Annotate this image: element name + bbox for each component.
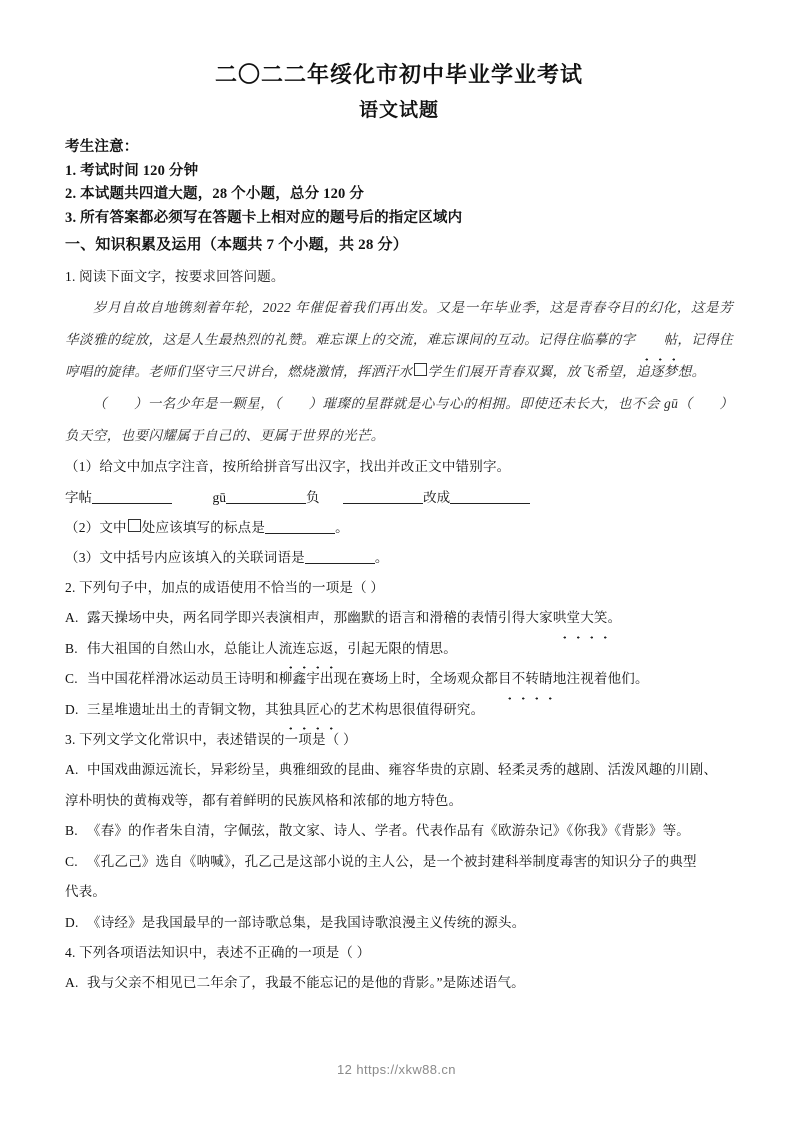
question-1-sub-2 xyxy=(65,513,733,543)
punctuation-box-reference-icon xyxy=(128,519,141,532)
answer-blank-punctuation[interactable] xyxy=(265,519,335,534)
question-3-option-a-continued: 淳朴明快的黄梅戏等，都有着鲜明的民族风格和浓郁的地方特色。 xyxy=(65,792,463,808)
passage-text-f: 负天空，也要闪耀属于自己的、更属于世界的光芒。 xyxy=(65,428,385,443)
question-1-passage-paragraph-1 xyxy=(65,292,733,388)
question-3-option-d[interactable] xyxy=(65,908,733,939)
blank-label-zitie: 字帖 xyxy=(65,490,92,505)
question-3-stem: 3. 下列文学文化常识中，表述错误的一项是（ ） xyxy=(65,732,357,747)
blank-label-gaicheng: 改成 xyxy=(423,490,451,505)
connective-blank-1: （ ） xyxy=(93,396,148,411)
question-2-option-d[interactable] xyxy=(65,695,733,726)
question-2-option-a[interactable] xyxy=(65,603,733,634)
notice-item-2: 2. 本试题共四道大题，28 个小题，总分 120 分 xyxy=(65,186,365,202)
passage-text-d: 一名少年是一颗星， xyxy=(147,396,275,411)
option-text-pre: 伟大祖国的自然山水，总能让人 xyxy=(87,640,279,656)
option-letter: B. xyxy=(65,823,78,838)
option-text-post: 地注视着他们。 xyxy=(552,671,649,686)
notice-item-3: 3. 所有答案都必须写在答题卡上相对应的题号后的指定区域内 xyxy=(65,209,463,226)
answer-blank-connective[interactable] xyxy=(305,549,375,564)
blank-label-gu: gū xyxy=(212,490,226,505)
answer-blank-pinyin-zitie[interactable] xyxy=(92,489,172,504)
passage-dotted-char: 帖 xyxy=(635,324,677,356)
question-3-option-c-continued: 代表。 xyxy=(65,884,107,899)
option-idiom-dotted: 流连忘返 xyxy=(279,634,334,665)
sub-2-text-b: 处应该填写的标点是 xyxy=(141,520,266,535)
passage-text-b: ，记得住哼唱的旋律。老师们坚守三尺讲台，燃烧激情，挥洒汗水 xyxy=(65,332,733,379)
page-footer-watermark: 12 https://xkw88.cn xyxy=(337,1062,456,1077)
question-1-answer-blanks-row xyxy=(65,482,733,513)
option-text-pre: 当中国花样滑冰运动员王诗明和柳鑫宇出现在赛场上时，全场观众都 xyxy=(87,671,498,686)
sub-3-text-b: 。 xyxy=(374,550,389,565)
question-1-passage-paragraph-2 xyxy=(65,388,733,452)
option-text-pre: 露天操场中央，两名同学即兴表演相声，那幽默的语言和滑稽的表情引得大家 xyxy=(87,610,553,625)
option-letter: A. xyxy=(65,975,79,990)
notice-heading: 考生注意： xyxy=(65,139,139,155)
option-letter: C. xyxy=(65,671,78,686)
passage-text-a: 岁月自故自地镌刻着年轮，2022 年催促着我们再出发。又是一年毕业季，这是青春夺目的幻化，这是芳华淡雅的绽放，这是人生最热烈的礼赞。难忘课上的交流，难忘课间的互动。记得住临摹的字 xyxy=(65,300,733,347)
option-text-post: ，引起无限的情思。 xyxy=(333,640,457,656)
question-3-option-b[interactable] xyxy=(65,816,733,847)
option-text: 我与父亲不相见已二年余了，我最不能忘记的是他的背影。”是陈述语气。 xyxy=(87,975,525,990)
option-text-post: 的艺术构思很值得研究。 xyxy=(333,701,485,717)
sub-2-text-a: （2）文中 xyxy=(65,520,127,535)
question-2-option-c[interactable] xyxy=(65,664,733,695)
notice-item-1: 1. 考试时间 120 分钟 xyxy=(65,162,199,179)
sub-2-text-c: 。 xyxy=(335,520,349,535)
page-content xyxy=(65,58,733,999)
question-4-stem: 4. 下列各项语法知识中，表述不正确的一项是（ ） xyxy=(65,945,371,960)
page-title: 二〇二二年绥化市初中毕业学业考试 xyxy=(214,62,583,87)
option-letter: D. xyxy=(65,914,79,930)
passage-text-e: 璀璨的星群就是心与心的相拥。即使还未长大，也不会 gū xyxy=(322,396,679,411)
question-1-sub-1: （1）给文中加点字注音，按所给拼音写出汉字，找出并改正文中错别字。 xyxy=(65,459,511,474)
option-letter: B. xyxy=(65,640,78,656)
section-one-heading: 一、知识积累及运用（本题共 7 个小题，共 28 分） xyxy=(65,237,408,253)
question-3-option-c[interactable] xyxy=(65,847,733,878)
blank-label-fu: 负 xyxy=(306,490,320,505)
pinyin-answer-blank: （ ） xyxy=(678,396,734,411)
option-letter: A. xyxy=(65,610,79,625)
option-idiom-dotted: 哄堂大笑 xyxy=(553,603,608,634)
connective-blank-2: （ ） xyxy=(274,396,323,411)
passage-text-c: 学生们展开青春双翼，放飞希望，追逐梦想。 xyxy=(427,364,706,379)
question-2-option-b[interactable] xyxy=(65,634,733,665)
option-text: 《孔乙己》选自《呐喊》，孔乙己是这部小说的主人公，是一个被封建科举制度毒害的知识分子的典型 xyxy=(87,853,697,869)
option-letter: C. xyxy=(65,853,78,869)
option-letter: D. xyxy=(65,701,79,717)
answer-blank-hanzi-gu[interactable] xyxy=(226,489,306,504)
question-3-option-a[interactable] xyxy=(65,755,733,786)
option-letter: A. xyxy=(65,762,79,777)
answer-blank-correct-char[interactable] xyxy=(450,489,530,504)
option-text: 《诗经》是我国最早的一部诗歌总集，是我国诗歌浪漫主义传统的源头。 xyxy=(87,914,526,930)
answer-blank-wrong-char[interactable] xyxy=(343,489,423,504)
question-2-stem: 2. 下列句子中，加点的成语使用不恰当的一项是（ ） xyxy=(65,580,385,595)
question-1-sub-3 xyxy=(65,543,733,573)
option-text-pre: 三星堆遗址出土的青铜文物，其 xyxy=(87,701,279,717)
sub-3-text-a: （3）文中括号内应该填入的关联词语是 xyxy=(65,550,305,565)
punctuation-box-placeholder xyxy=(414,363,427,376)
option-idiom-dotted: 目不转睛 xyxy=(498,664,553,695)
option-text-post: 。 xyxy=(607,610,622,625)
option-text: 中国戏曲源远流长，异彩纷呈，典雅细致的昆曲、雍容华贵的京剧、轻柔灵秀的越剧、活泼风趣的川剧、 xyxy=(87,762,718,777)
question-1-stem: 1. 阅读下面文字，按要求回答问题。 xyxy=(65,269,285,284)
question-4-option-a[interactable] xyxy=(65,968,733,999)
page-subtitle: 语文试题 xyxy=(358,100,439,121)
option-idiom-dotted: 独具匠心 xyxy=(279,695,334,726)
option-text: 《春》的作者朱自清，字佩弦，散文家、诗人、学者。代表作品有《欧游杂记》《你我》《背影》等。 xyxy=(87,823,690,838)
